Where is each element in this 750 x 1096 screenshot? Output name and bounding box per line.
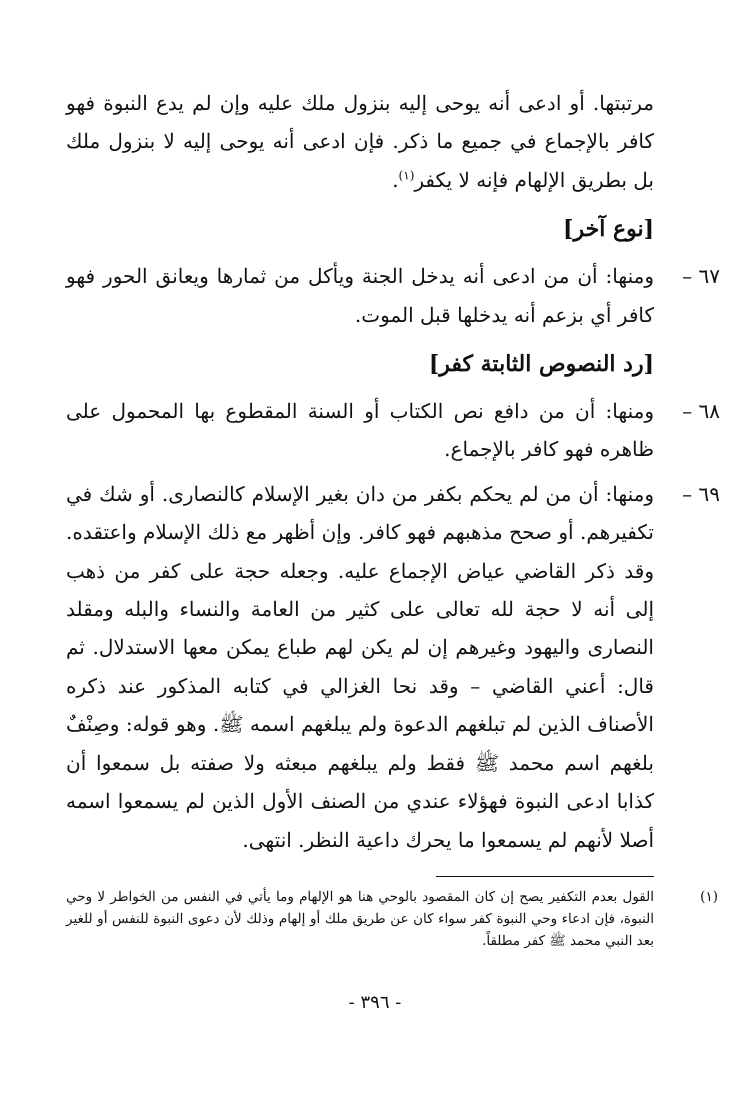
item-number: ٦٧ – — [682, 264, 720, 289]
intro-end: . — [392, 167, 399, 192]
item-69 — [66, 475, 720, 859]
section-heading-rejecting-texts: [رد النصوص الثابتة كفر] — [428, 351, 654, 378]
footnote-separator — [436, 876, 654, 877]
intro-text: مرتبتها. أو ادعى أنه يوحى إليه بنزول ملك عليه وإن لم يدع النبوة فهو كافر بالإجماع في جميع ما ذكر. فإن ادعى أنه يوحى إليه لا بنزول ملك بل بطريق الإلهام فإنه لا يكفر — [66, 91, 654, 192]
intro-paragraph — [66, 84, 654, 199]
item-number: ٦٨ – — [682, 399, 720, 424]
item-text: ومنها: أن من ادعى أنه يدخل الجنة ويأكل من ثمارها ويعانق الحور فهو كافر أي بزعم أنه يدخلها قبل الموت. — [66, 264, 654, 327]
page-number: - ٣٩٦ - — [348, 992, 402, 1013]
footnote-mark: (١) — [700, 889, 718, 905]
main-text — [66, 84, 720, 865]
item-67 — [66, 257, 720, 334]
section-heading-other-type: [نوع آخر] — [563, 216, 654, 243]
footnote-reference: (١) — [398, 168, 415, 183]
item-text: ومنها: أن من لم يحكم بكفر من دان بغير الإسلام كالنصارى. أو شك في تكفيرهم. أو صحح مذهبهم فهو كافر. وإن أظهر مع ذلك الإسلام واعتقده. وقد ذكر القاضي عياض الإجماع عليه. وجعله حجة على كفر من ذهب إلى أنه لا حجة لله تعالى على كثير من العامة والنساء والبله ومقلد النصارى واليهود وغيرهم إن لم يكن لهم طباع يمكن معها الاستدلال. ثم قال: أعني القاضي – وقد نحا الغزالي في كتابه المذكور عند ذكره الأصناف الذين لم تبلغهم الدعوة ولم يبلغهم اسمه ﷺ. وهو قوله: وصِنْفٌ بلغهم اسم محمد ﷺ فقط ولم يبلغهم مبعثه ولا صفته بل سمعوا أن كذابا ادعى النبوة فهؤلاء عندي من الصنف الأول الذين لم يسمعوا اسمه أصلا لأنهم لم يسمعوا ما يحرك داعية النظر. انتهى. — [66, 481, 654, 852]
footnote — [66, 886, 718, 952]
footnote-text: القول بعدم التكفير يصح إن كان المقصود بالوحي هنا هو الإلهام وما يأتي في النفس من الخواطر لا وحي النبوة، فإن ادعاء وحي النبوة كفر سواء كان عن طريق ملك أو إلهام وذلك لأن دعوى النبوة للنفس أو للغير بعد النبي محمد ﷺ كفر مطلقاً. — [66, 889, 654, 949]
item-68 — [66, 392, 720, 469]
item-number: ٦٩ – — [682, 481, 720, 506]
item-text: ومنها: أن من دافع نص الكتاب أو السنة المقطوع بها المحمول على ظاهره فهو كافر بالإجماع. — [66, 399, 654, 462]
